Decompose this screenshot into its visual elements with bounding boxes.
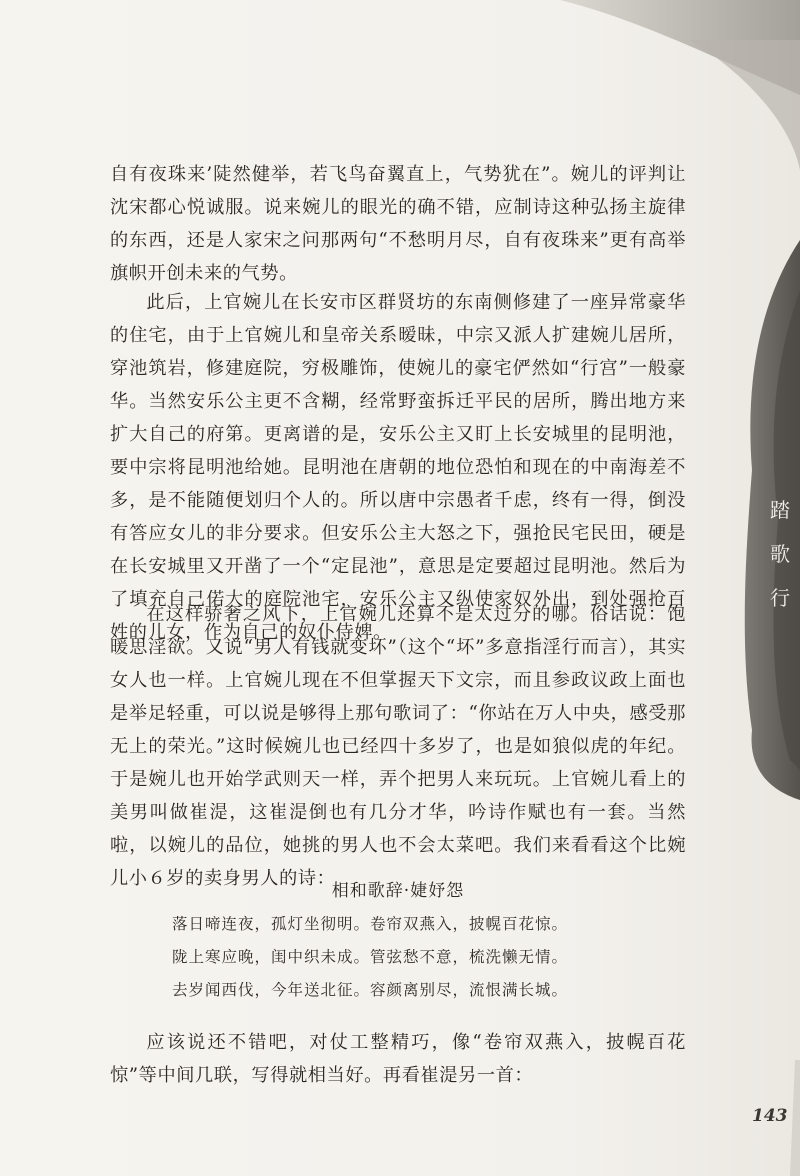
poem-title: 相和歌辞·婕妤怨 xyxy=(331,881,465,901)
paragraph: 在这样骄奢之风下，上官婉儿还算不是太过分的哪。俗话说：饱暖思淫欲。又说“男人有钱就变坏”（这个“坏”多意指淫行而言），其实女人也一样。上官婉儿现在不但掌握天下文宗，而且参政议政上面也是举足轻重，可以说是够得上那句歌词了：“你站在万人中央，感受那无上的荣光。”这时候婉儿也已经四十多岁了，也是如狼似虎的年纪。于是婉儿也开始学武则天一样，弄个把男人来玩玩。上官婉儿看上的美男叫做崔湜，这崔湜倒也有几分才华，吟诗作赋也有一套。当然啦，以婉儿的品位，她挑的男人也不会太菜吧。我们来看看这个比婉儿小６岁的卖身男人的诗： xyxy=(110,604,686,889)
poem-line: 陇上寒应晚，闺中织未成。管弦愁不意，梳洗懒无情。 xyxy=(172,948,569,966)
paragraph: 自有夜珠来’陡然健举，若飞鸟奋翼直上，气势犹在”。婉儿的评判让沈宋都心悦诚服。说来婉儿的眼光的确不错，应制诗这种弘扬主旋律的东西，还是人家宋之问那两句“不愁明月尽，自有夜珠来”更有高举旗帜开创未来的气势。 xyxy=(110,164,686,284)
poem-line: 去岁闻西伐，今年送北征。容颜离别尽，流恨满长城。 xyxy=(172,981,569,999)
paragraph: 应该说还不错吧，对仗工整精巧，像“卷帘双燕入，披幌百花惊”等中间几联，写得就相当好。再看崔湜另一首： xyxy=(110,1032,686,1086)
side-title-char: 踏 xyxy=(770,498,790,522)
side-book-title xyxy=(762,488,798,620)
poem-line: 落日啼连夜，孤灯坐彻明。卷帘双燕入，披幌百花惊。 xyxy=(172,915,569,933)
side-title-char: 歌 xyxy=(770,542,790,566)
closing-text xyxy=(110,1026,686,1092)
paragraph: 此后，上官婉儿在长安市区群贤坊的东南侧修建了一座异常豪华的住宅，由于上官婉儿和皇帝关系暧昧，中宗又派人扩建婉儿居所，穿池筑岩，修建庭院，穷极雕饰，使婉儿的豪宅俨然如“行宫”一般豪华。当然安乐公主更不含糊，经常野蛮拆迁平民的居所，腾出地方来扩大自己的府第。更离谱的是，安乐公主又盯上长安城里的昆明池，要中宗将昆明池给她。昆明池在唐朝的地位恐怕和现在的中南海差不多，是不能随便划归个人的。所以唐中宗愚者千虑，终有一得，倒没有答应女儿的非分要求。但安乐公主大怒之下，强抢民宅民田，硬是在长安城里又开凿了一个“定昆池”，意思是定要超过昆明池。然后为了填充自己偌大的庭院池宅，安乐公主又纵使家奴外出，到处强抢百姓的儿女，作为自己的奴仆侍婢。 xyxy=(110,292,686,643)
poem-body xyxy=(172,908,692,1007)
side-title-char: 行 xyxy=(770,586,790,610)
page-number: 143 xyxy=(752,1106,788,1126)
